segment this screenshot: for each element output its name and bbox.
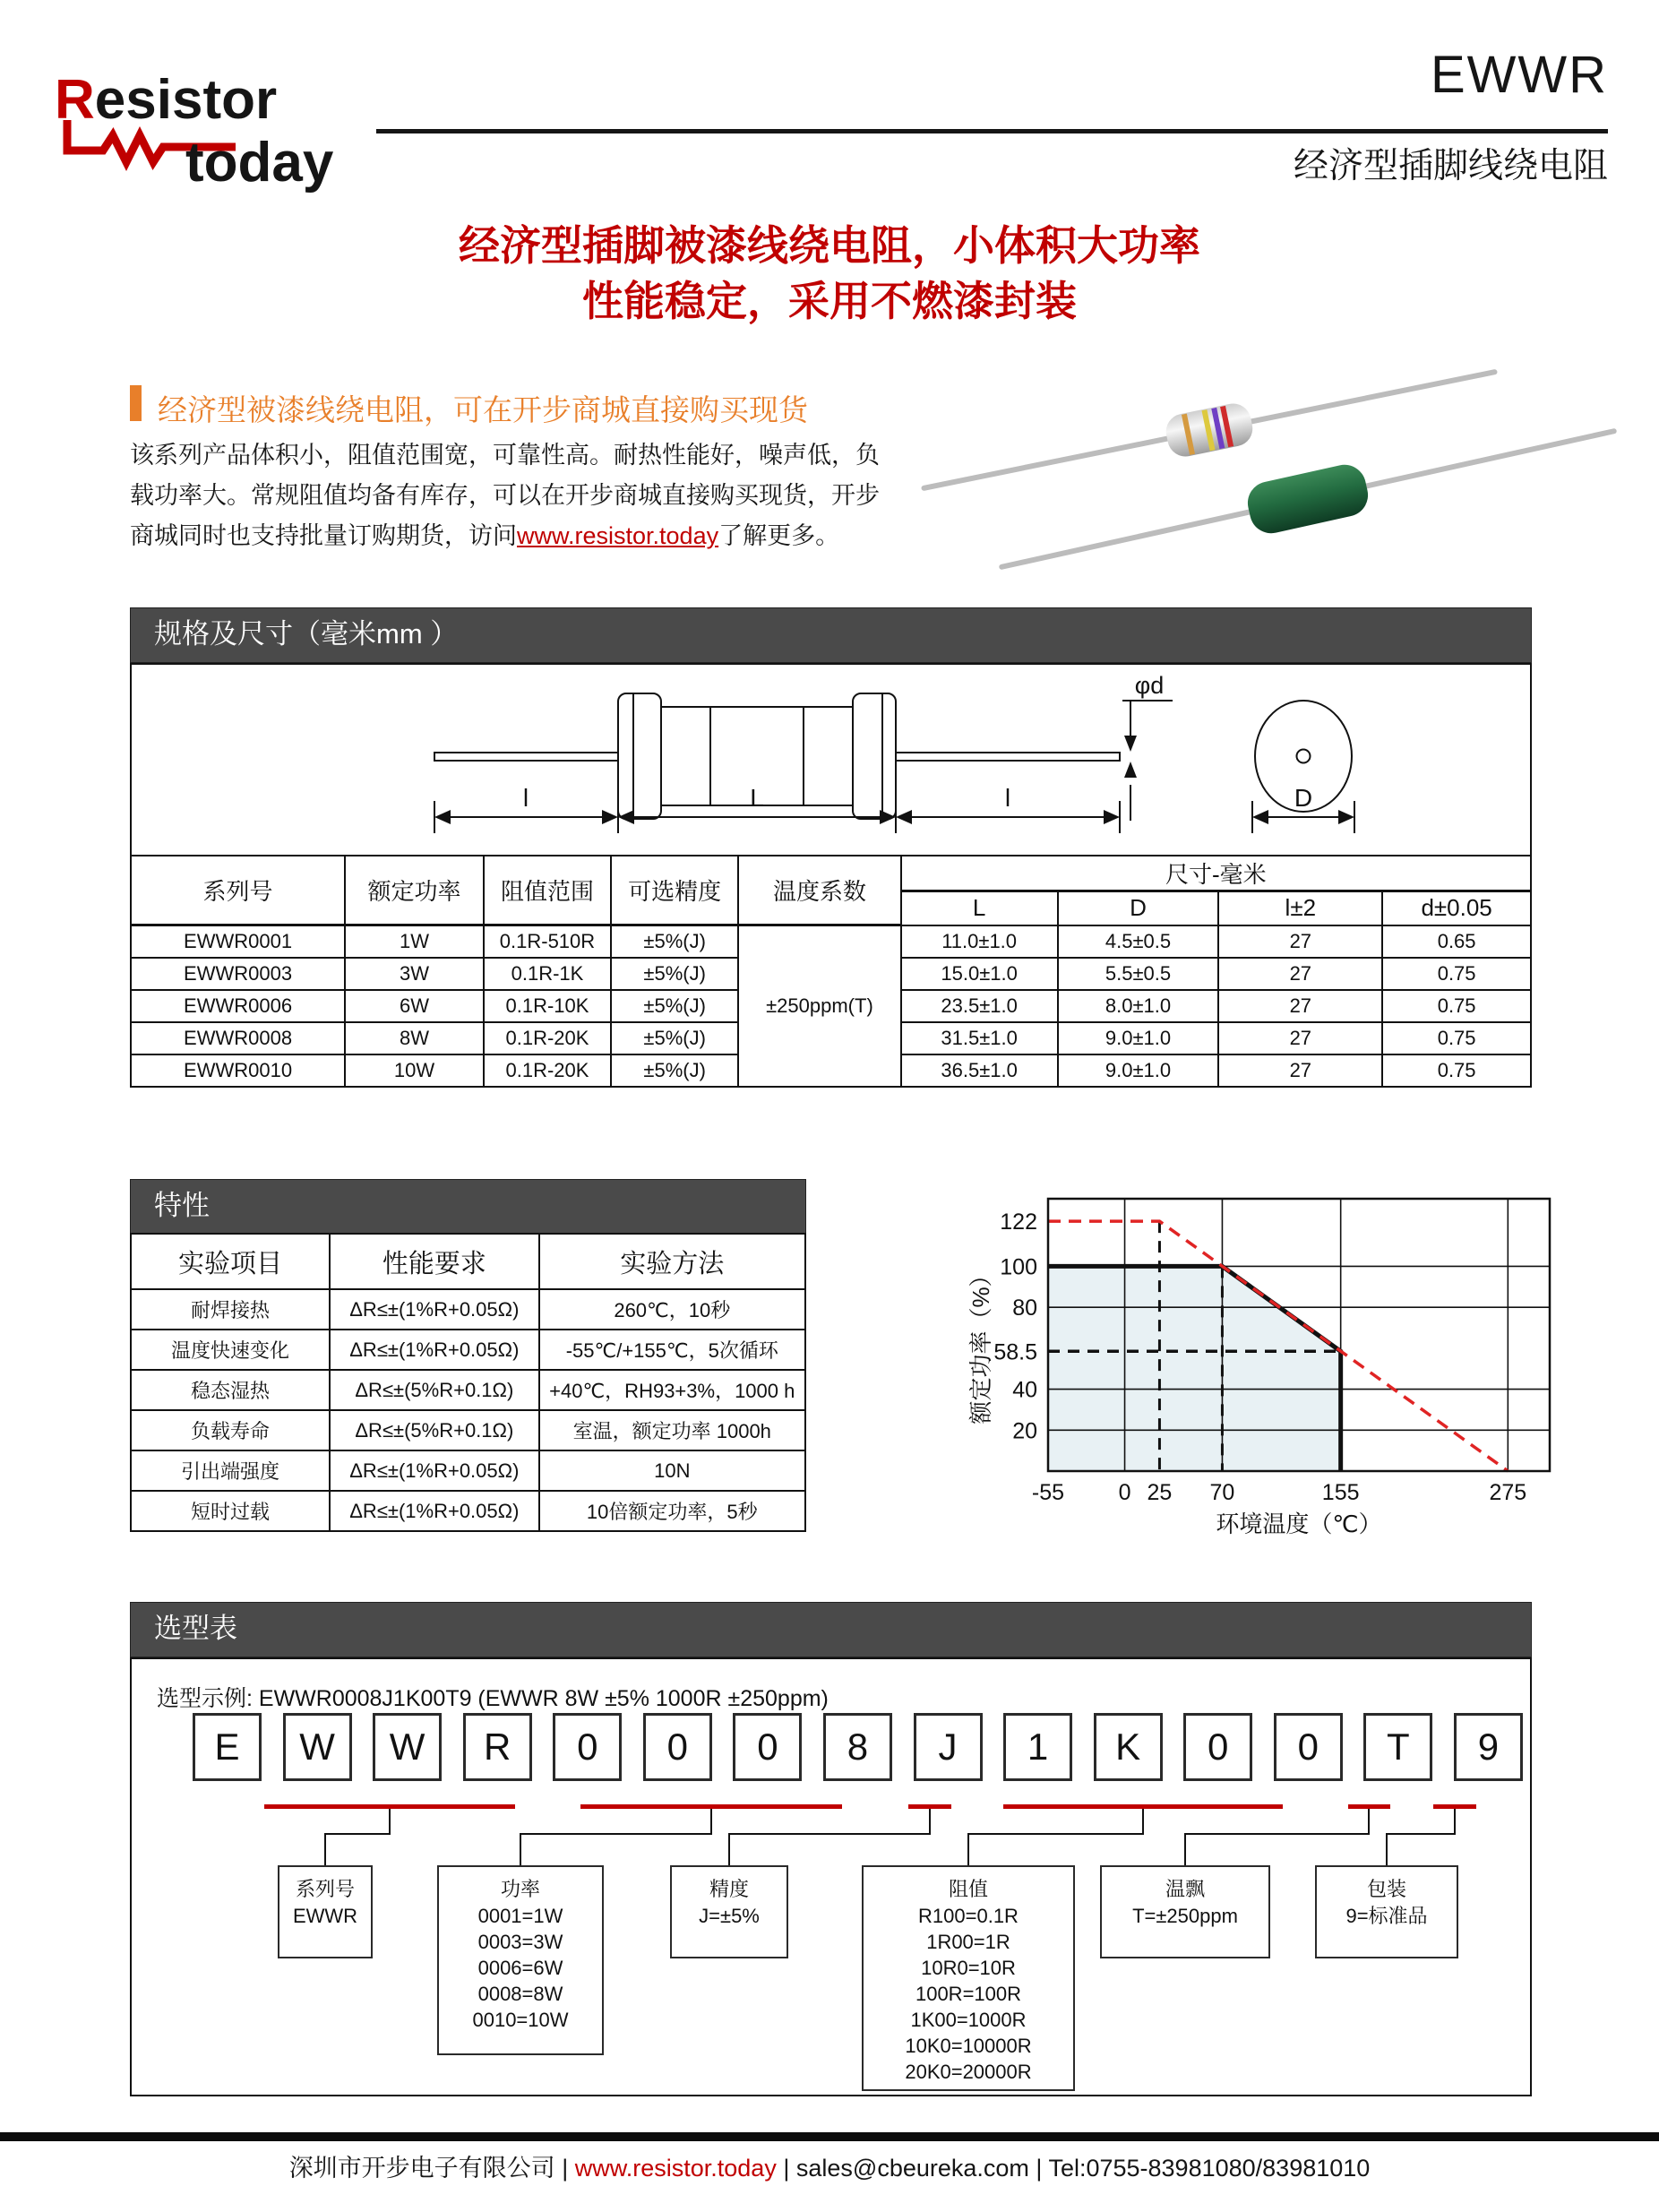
chart-shaded-area bbox=[1048, 1266, 1341, 1471]
code-char-box: 8 bbox=[823, 1713, 892, 1781]
derating-chart bbox=[967, 1174, 1577, 1541]
callout-power: 功率 0001=1W 0003=3W 0006=6W 0008=8W 0010=10W bbox=[437, 1865, 604, 2055]
table-row: 温度快速变化 ΔR≤±(1%R+0.05Ω) -55℃/+155℃，5次循环 bbox=[131, 1330, 805, 1370]
y-tick-label: 122 bbox=[1000, 1209, 1037, 1235]
x-tick-label: -55 bbox=[1031, 1480, 1065, 1505]
x-tick-label: 155 bbox=[1321, 1480, 1360, 1505]
callout-series: 系列号 EWWR bbox=[278, 1865, 373, 1958]
footer-separator: | bbox=[783, 2155, 790, 2182]
product-photo bbox=[887, 345, 1621, 582]
header-rule bbox=[376, 129, 1608, 133]
intro-text-after: 了解更多。 bbox=[718, 522, 840, 549]
part-code-row bbox=[193, 1713, 1523, 1781]
code-char-box: 0 bbox=[733, 1713, 802, 1781]
shop-heading: 经济型被漆线绕电阻，可在开步商城直接购买现货 bbox=[158, 393, 808, 426]
table-row: 短时过载 ΔR≤±(1%R+0.05Ω) 10倍额定功率，5秒 bbox=[131, 1491, 805, 1531]
tc-merged-cell: ±250ppm(T) bbox=[738, 925, 900, 1087]
code-char-box: E bbox=[193, 1713, 262, 1781]
section-title-selection: 选型表 bbox=[130, 1602, 1532, 1657]
code-char-box: 9 bbox=[1454, 1713, 1523, 1781]
callout-packaging: 包装 9=标准品 bbox=[1315, 1865, 1458, 1958]
callout-tcr: 温飘 T=±250ppm bbox=[1100, 1865, 1270, 1958]
dim-group-header: 尺寸-毫米 bbox=[901, 856, 1531, 891]
table-row: EWWR0008 8W 0.1R-20K ±5%(J) 31.5±1.0 9.0±1.0 27 0.75 bbox=[131, 1022, 1531, 1054]
table-row: EWWR0003 3W 0.1R-1K ±5%(J) 15.0±1.0 5.5±0.5 27 0.75 bbox=[131, 958, 1531, 990]
dim-header: l±2 bbox=[1218, 891, 1382, 925]
footer-website-link[interactable]: www.resistor.today bbox=[574, 2155, 777, 2182]
col-header: 阻值范围 bbox=[484, 856, 611, 925]
logo-wordmark: Resistor bbox=[55, 69, 278, 131]
brand-logo bbox=[49, 61, 381, 195]
col-header: 可选精度 bbox=[611, 856, 738, 925]
footer-text bbox=[0, 2148, 1659, 2183]
y-tick-label: 58.5 bbox=[993, 1339, 1037, 1365]
code-char-box: 1 bbox=[1003, 1713, 1072, 1781]
code-char-box: 0 bbox=[1274, 1713, 1343, 1781]
orange-accent-bar bbox=[130, 385, 142, 421]
callout-connectors bbox=[0, 1809, 1659, 1865]
label-lead-diameter: φd bbox=[1134, 672, 1165, 699]
page-series-code: EWWR bbox=[1430, 46, 1608, 104]
table-row: 耐焊接热 ΔR≤±(1%R+0.05Ω) 260℃，10秒 bbox=[131, 1289, 805, 1330]
label-lead-right: l bbox=[1004, 784, 1011, 812]
code-char-box: 0 bbox=[553, 1713, 622, 1781]
y-tick-label: 20 bbox=[1012, 1418, 1037, 1444]
chart-ylabel: 额定功率（%） bbox=[967, 1263, 994, 1424]
code-char-box: R bbox=[463, 1713, 532, 1781]
white-resistor bbox=[920, 351, 1500, 510]
y-tick-label: 80 bbox=[1012, 1295, 1037, 1321]
callout-tolerance: 精度 J=±5% bbox=[670, 1865, 788, 1958]
code-char-box: J bbox=[914, 1713, 983, 1781]
label-body-length: L bbox=[750, 784, 764, 812]
table-row: 负载寿命 ΔR≤±(5%R+0.1Ω) 室温，额定功率 1000h bbox=[131, 1410, 805, 1450]
label-body-diameter: D bbox=[1294, 784, 1313, 812]
x-tick-label: 0 bbox=[1118, 1480, 1131, 1505]
table-row: 稳态湿热 ΔR≤±(5%R+0.1Ω) +40℃，RH93+3%，1000 h bbox=[131, 1370, 805, 1410]
y-tick-label: 40 bbox=[1012, 1377, 1037, 1403]
footer-phone: Tel:0755-83981080/83981010 bbox=[1048, 2155, 1371, 2182]
table-row: EWWR0006 6W 0.1R-10K ±5%(J) 23.5±1.0 8.0±1.0 27 0.75 bbox=[131, 990, 1531, 1022]
y-tick-label: 100 bbox=[1000, 1254, 1037, 1280]
logo-word2: today bbox=[185, 132, 334, 194]
section-title-spec: 规格及尺寸（毫米mm ） bbox=[130, 607, 1532, 663]
intro-paragraph bbox=[130, 435, 887, 556]
spec-table bbox=[130, 855, 1532, 1088]
intro-text-before: 该系列产品体积小，阻值范围宽，可靠性高。耐热性能好，噪声低，负载功率大。常规阻值均备有库存，可以在开步商城直接购买现货，开步商城同时也支持批量订购期货，访问 bbox=[130, 442, 880, 549]
code-char-box: 0 bbox=[643, 1713, 712, 1781]
footer-separator: | bbox=[562, 2155, 569, 2182]
footer-company: 深圳市开步电子有限公司 bbox=[288, 2155, 555, 2182]
footer-email[interactable]: sales@cbeureka.com bbox=[795, 2155, 1029, 2182]
code-char-box: 0 bbox=[1183, 1713, 1252, 1781]
table-row: EWWR0001 1W 0.1R-510R ±5%(J) ±250ppm(T) 11.0±1.0 4.5±0.5 27 0.65 bbox=[131, 925, 1531, 958]
main-title-line1: 经济型插脚被漆线绕电阻，小体积大功率 bbox=[459, 222, 1200, 269]
x-tick-label: 275 bbox=[1489, 1480, 1527, 1505]
x-tick-label: 70 bbox=[1209, 1480, 1235, 1505]
code-char-box: T bbox=[1363, 1713, 1432, 1781]
main-title-line2: 性能稳定，采用不燃漆封装 bbox=[582, 278, 1077, 324]
label-lead-left: l bbox=[522, 784, 529, 812]
x-tick-label: 25 bbox=[1147, 1480, 1173, 1505]
code-char-box: W bbox=[283, 1713, 352, 1781]
dim-header: D bbox=[1058, 891, 1219, 925]
callout-resistance: 阻值 R100=0.1R 1R00=1R 10R0=10R 100R=100R 1K00=1000R 10K0=10000R 20K0=20000R bbox=[862, 1865, 1075, 2091]
footer-separator: | bbox=[1036, 2155, 1043, 2182]
section-title-characteristics: 特性 bbox=[130, 1179, 806, 1235]
col-header: 额定功率 bbox=[345, 856, 484, 925]
selection-example: 选型示例: EWWR0008J1K00T9 (EWWR 8W ±5% 1000R ±250ppm) bbox=[157, 1686, 829, 1711]
green-resistor bbox=[996, 406, 1620, 582]
code-char-box: K bbox=[1094, 1713, 1163, 1781]
table-row: EWWR0010 10W 0.1R-20K ±5%(J) 36.5±1.0 9.0±1.0 27 0.75 bbox=[131, 1054, 1531, 1087]
col-header: 温度系数 bbox=[738, 856, 900, 925]
characteristics-table: 实验项目 性能要求 实验方法 耐焊接热 ΔR≤±(1%R+0.05Ω) 260℃，10秒 温度快速变化 ΔR≤±(1%R+0.05Ω) -55℃/+155℃，5次循环 稳态湿热 ΔR≤±(5%R+0.1Ω) +40℃，RH93+3%，1000 h 负载寿命 ΔR≤±(5%R+0.1Ω) 室温，额定功率 1000h 引出端强度 ΔR≤±(1%R+0.05Ω) 10N 短时过载 ΔR≤±(1%R+0.05Ω) 10倍额定功率，5秒 bbox=[130, 1233, 806, 1532]
page-subtitle: 经济型插脚线绕电阻 bbox=[1293, 147, 1608, 185]
code-char-box: W bbox=[373, 1713, 442, 1781]
footer-bar bbox=[0, 2132, 1659, 2141]
dimension-diagram bbox=[130, 670, 1532, 849]
chart-xlabel: 环境温度（℃） bbox=[1216, 1511, 1382, 1537]
dim-header: L bbox=[901, 891, 1058, 925]
website-link[interactable]: www.resistor.today bbox=[517, 522, 719, 549]
col-header: 系列号 bbox=[131, 856, 345, 925]
dim-header: d±0.05 bbox=[1382, 891, 1531, 925]
table-row: 引出端强度 ΔR≤±(1%R+0.05Ω) 10N bbox=[131, 1450, 805, 1491]
